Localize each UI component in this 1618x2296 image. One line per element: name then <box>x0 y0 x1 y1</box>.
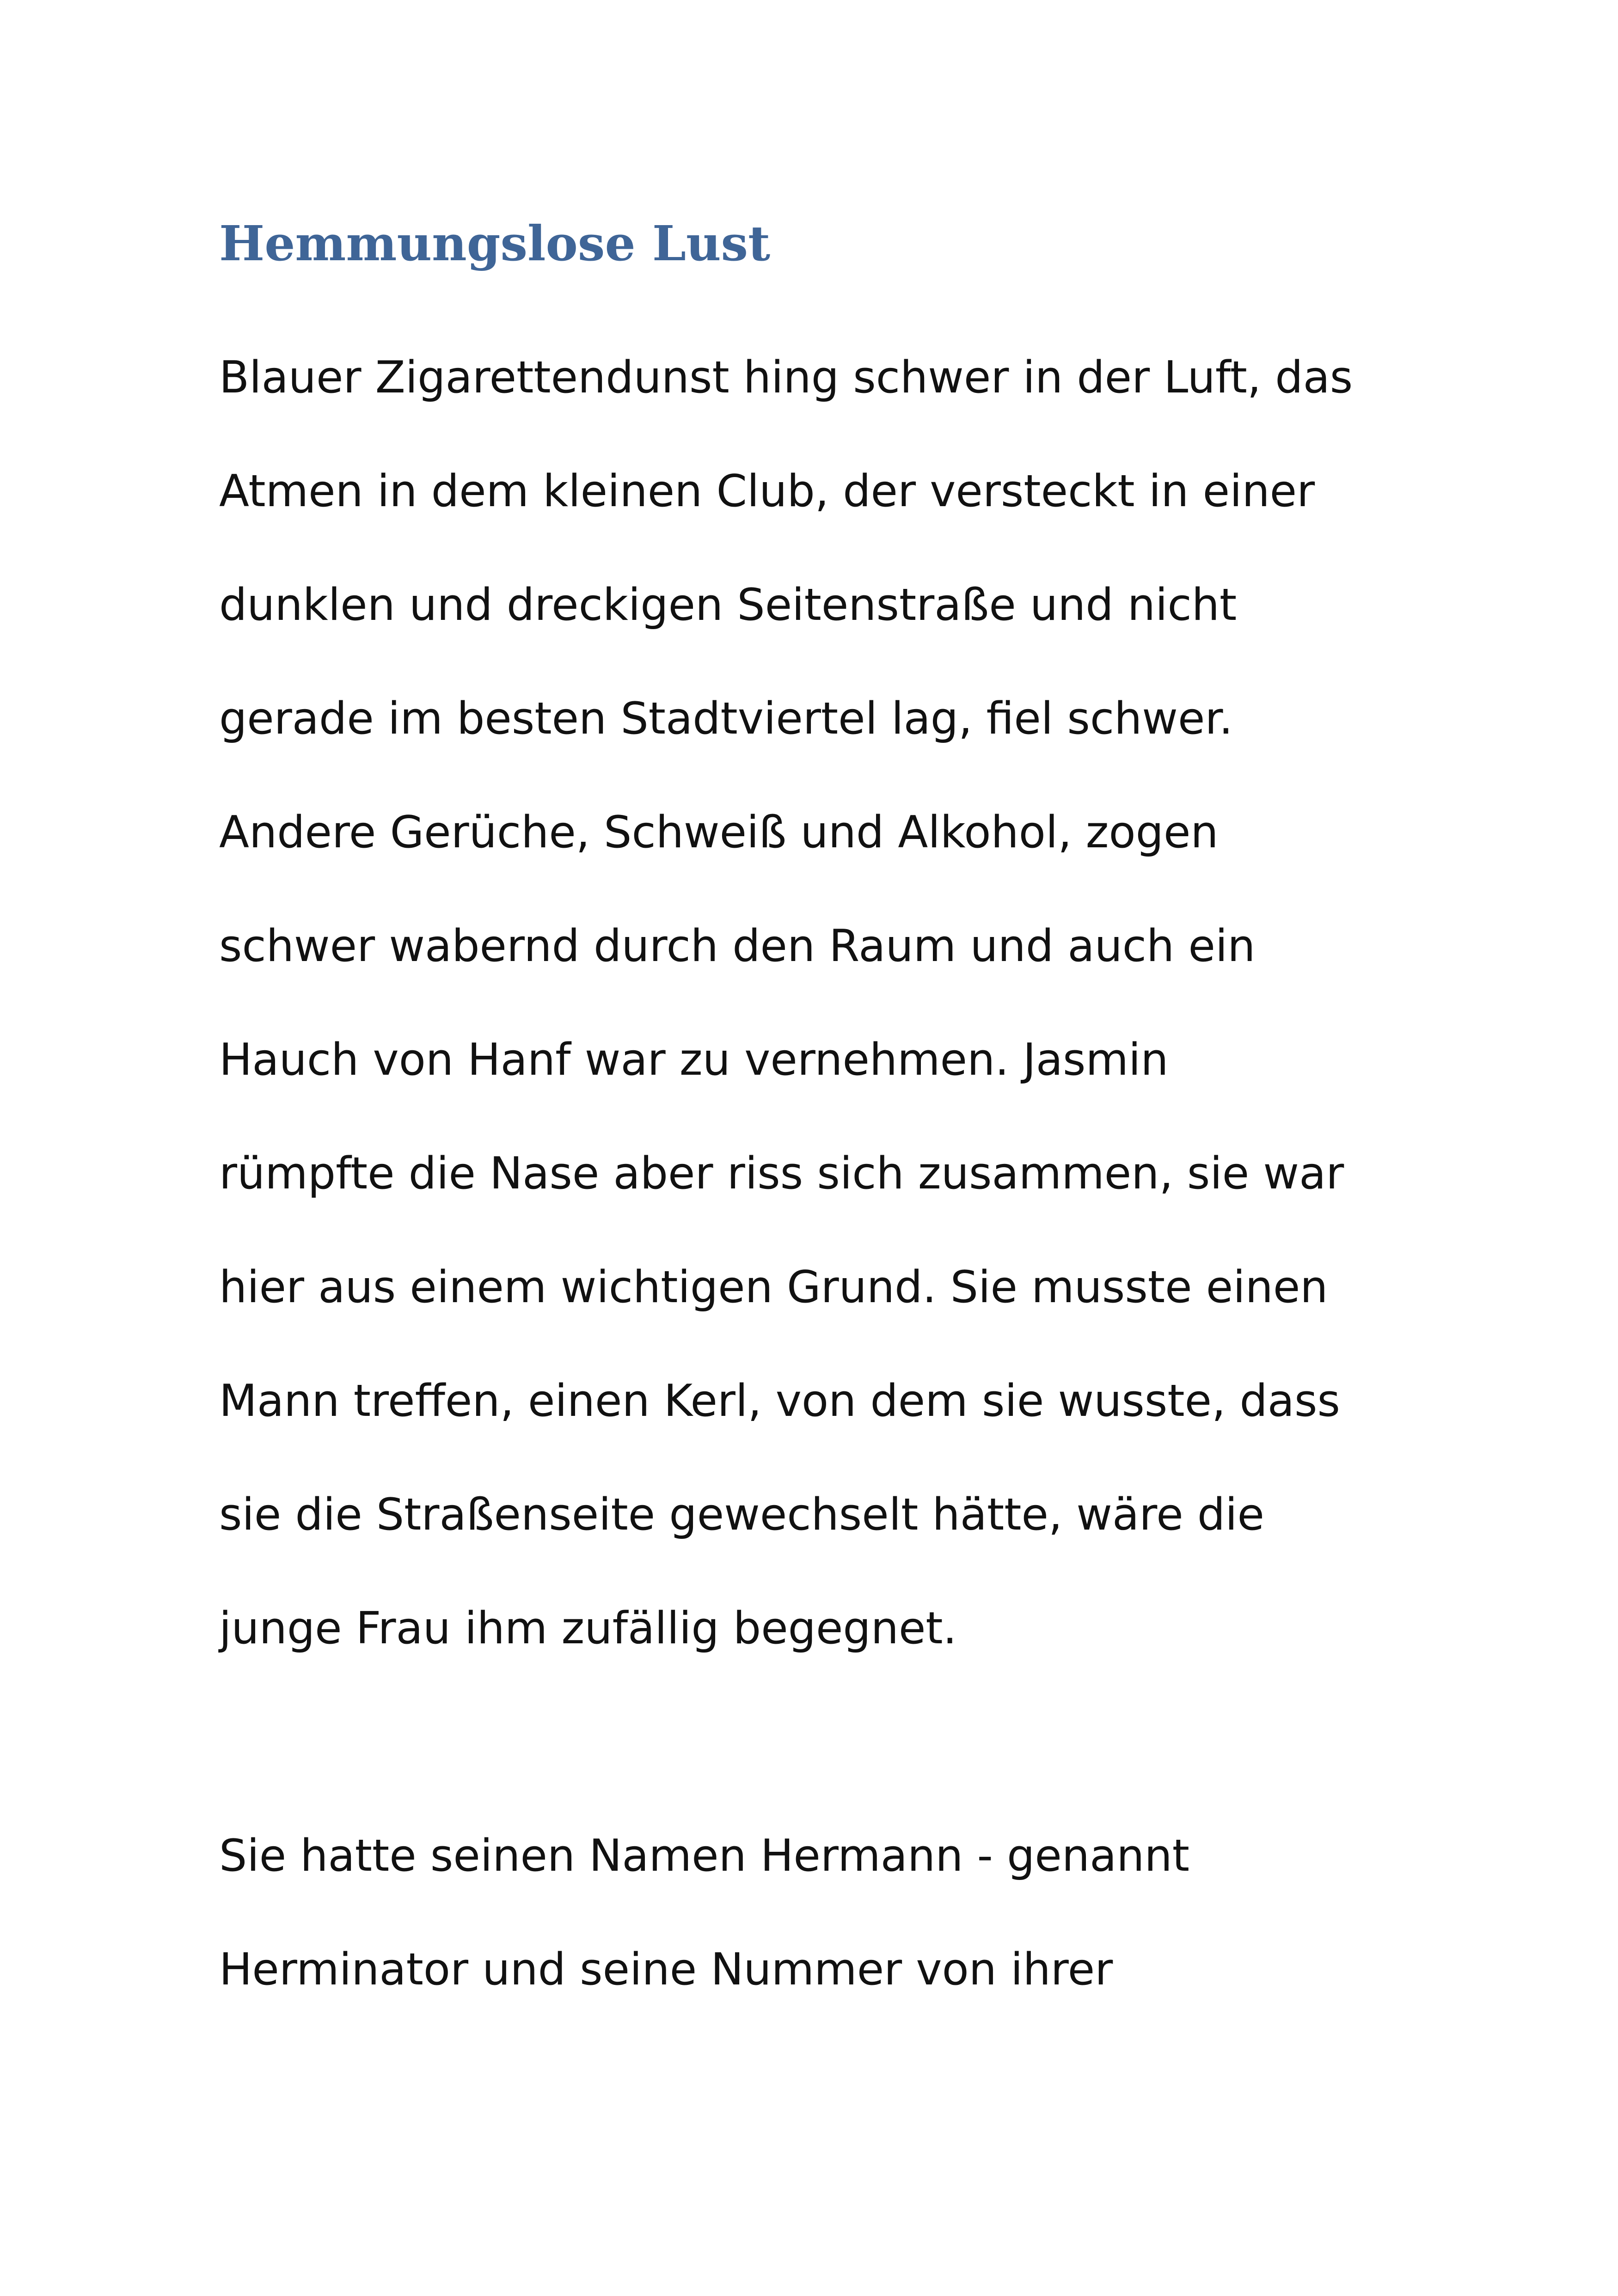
text-line: Andere Gerüche, Schweiß und Alkohol, zogen <box>219 807 1219 858</box>
text-line: hier aus einem wichtigen Grund. Sie musste einen <box>219 1262 1328 1313</box>
text-line: rümpfte die Nase aber riss sich zusammen, sie war <box>219 1148 1344 1199</box>
text-line: Hauch von Hanf war zu vernehmen. Jasmin <box>219 1035 1169 1085</box>
text-line: Blauer Zigarettendunst hing schwer in der Luft, das <box>219 352 1353 403</box>
text-line: dunklen und dreckigen Seitenstraße und nicht <box>219 580 1237 631</box>
text-line: Herminator und seine Nummer von ihrer <box>219 1944 1113 1995</box>
text-line: junge Frau ihm zufällig begegnet. <box>219 1603 957 1654</box>
text-line: Atmen in dem kleinen Club, der versteckt in einer <box>219 466 1315 517</box>
text-line: Mann treffen, einen Kerl, von dem sie wusste, dass <box>219 1376 1341 1427</box>
text-line: Sie hatte seinen Namen Hermann - genannt <box>219 1831 1189 1881</box>
document-title: Hemmungslose Lust <box>219 215 771 272</box>
text-line: schwer wabernd durch den Raum und auch ein <box>219 921 1256 972</box>
text-line: sie die Straßenseite gewechselt hätte, wäre die <box>219 1489 1264 1540</box>
text-line: gerade im besten Stadtviertel lag, fiel schwer. <box>219 693 1233 744</box>
